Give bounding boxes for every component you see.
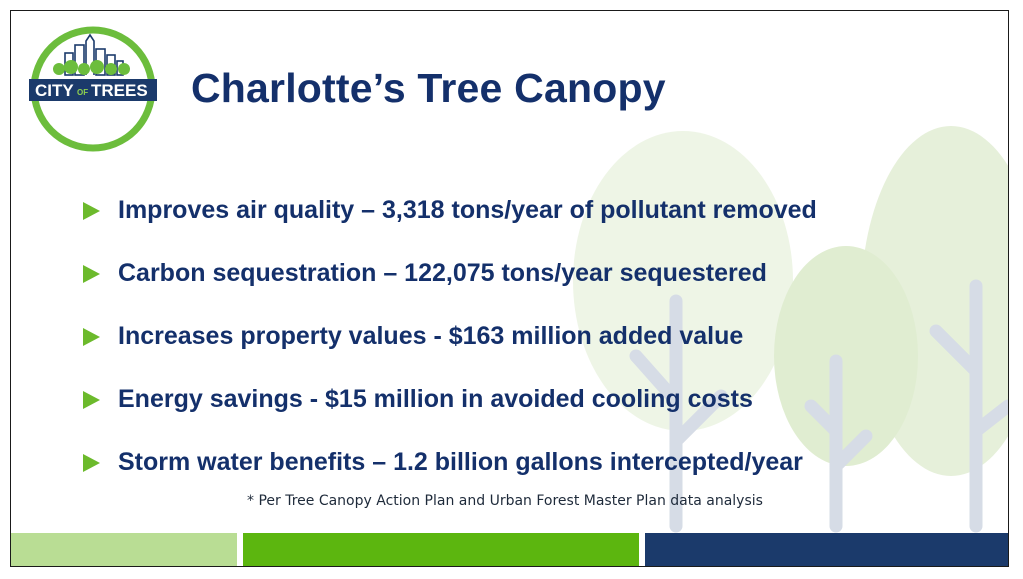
logo-seal-line2: CHARLOTTE: [90, 116, 133, 123]
triangle-bullet-icon: [83, 328, 100, 346]
list-item: [83, 242, 817, 305]
triangle-bullet-icon: [83, 391, 100, 409]
footer-band-navy: [645, 533, 1009, 567]
footnote: * Per Tree Canopy Action Plan and Urban Forest Master Plan data analysis: [247, 493, 763, 509]
footer-band-light-green: [11, 533, 237, 567]
bullet-text: Increases property values - $163 million added value: [118, 322, 744, 350]
bullet-text: Carbon sequestration – 122,075 tons/year sequestered: [118, 259, 767, 287]
triangle-bullet-icon: [83, 454, 100, 472]
benefits-list: [83, 179, 817, 494]
triangle-bullet-icon: [83, 202, 100, 220]
triangle-bullet-icon: [83, 265, 100, 283]
logo-seal-line1: CITY OF: [90, 109, 114, 115]
logo-of-text: OF: [77, 88, 89, 97]
footer-band-green: [243, 533, 639, 567]
logo-trees-text: TREES: [91, 81, 148, 100]
bullet-text: Energy savings - $15 million in avoided cooling costs: [118, 385, 753, 413]
list-item: [83, 305, 817, 368]
slide: [10, 10, 1009, 567]
city-of-trees-logo: [29, 25, 157, 153]
bullet-text: Storm water benefits – 1.2 billion gallons intercepted/year: [118, 448, 803, 476]
list-item: [83, 368, 817, 431]
list-item: [83, 179, 817, 242]
bullet-text: Improves air quality – 3,318 tons/year of pollutant removed: [118, 196, 817, 224]
list-item: [83, 431, 817, 494]
logo-city-text: CITY: [35, 81, 74, 100]
page-title: Charlotte’s Tree Canopy: [191, 65, 666, 111]
